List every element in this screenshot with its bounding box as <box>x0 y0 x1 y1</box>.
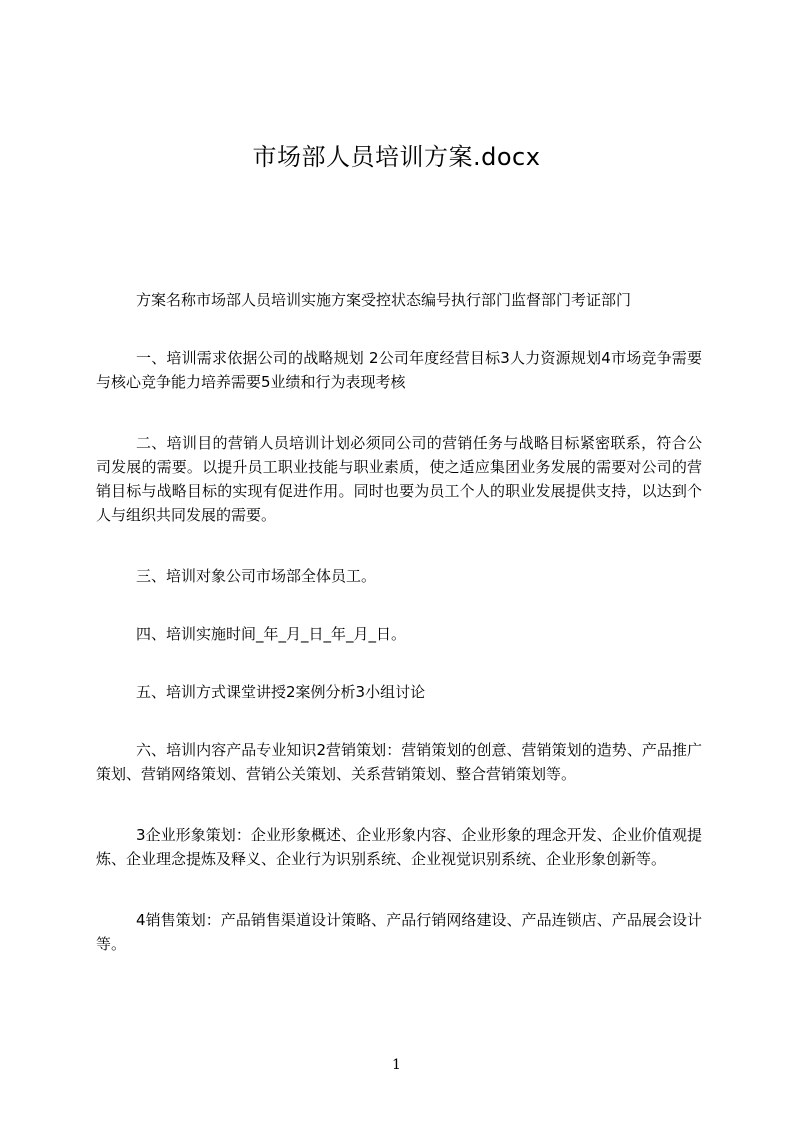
page-number: 1 <box>392 1057 401 1073</box>
paragraph-training-needs: 一、培训需求依据公司的战略规划 2公司年度经营目标3人力资源规划4市场竞争需要与核心竞争能力培养需要5业绩和行为表现考核 <box>96 349 702 391</box>
paragraph-training-content: 六、培训内容产品专业知识2营销策划：营销策划的创意、营销策划的造势、产品推广策划、营销网络策划、营销公关策划、关系营销策划、整合营销策划等。 <box>96 741 702 783</box>
paragraph-scheme-header: 方案名称市场部人员培训实施方案受控状态编号执行部门监督部门考证部门 <box>136 291 632 309</box>
paragraph-training-time: 四、培训实施时间_年_月_日_年_月_日。 <box>136 625 407 643</box>
paragraph-training-method: 五、培训方式课堂讲授2案例分析3小组讨论 <box>136 683 426 701</box>
document-body <box>96 288 702 993</box>
paragraph-sales-planning: 4销售策划：产品销售渠道设计策略、产品行销网络建设、产品连锁店、产品展会设计等。 <box>96 911 702 953</box>
paragraph-corporate-image: 3企业形象策划：企业形象概述、企业形象内容、企业形象的理念开发、企业价值观提炼、企业理念提炼及释义、企业行为识别系统、企业视觉识别系统、企业形象创新等。 <box>96 826 702 868</box>
paragraph-training-purpose: 二、培训目的营销人员培训计划必须同公司的营销任务与战略目标紧密联系，符合公司发展的需要。以提升员工职业技能与职业素质，使之适应集团业务发展的需要对公司的营销目标与战略目标的实现有促进作用。同时也要为员工个人的职业发展提供支持，以达到个人与组织共同发展的需要。 <box>96 434 702 524</box>
paragraph-training-target: 三、培训对象公司市场部全体员工。 <box>136 567 377 585</box>
document-title: 市场部人员培训方案.docx <box>252 143 541 171</box>
